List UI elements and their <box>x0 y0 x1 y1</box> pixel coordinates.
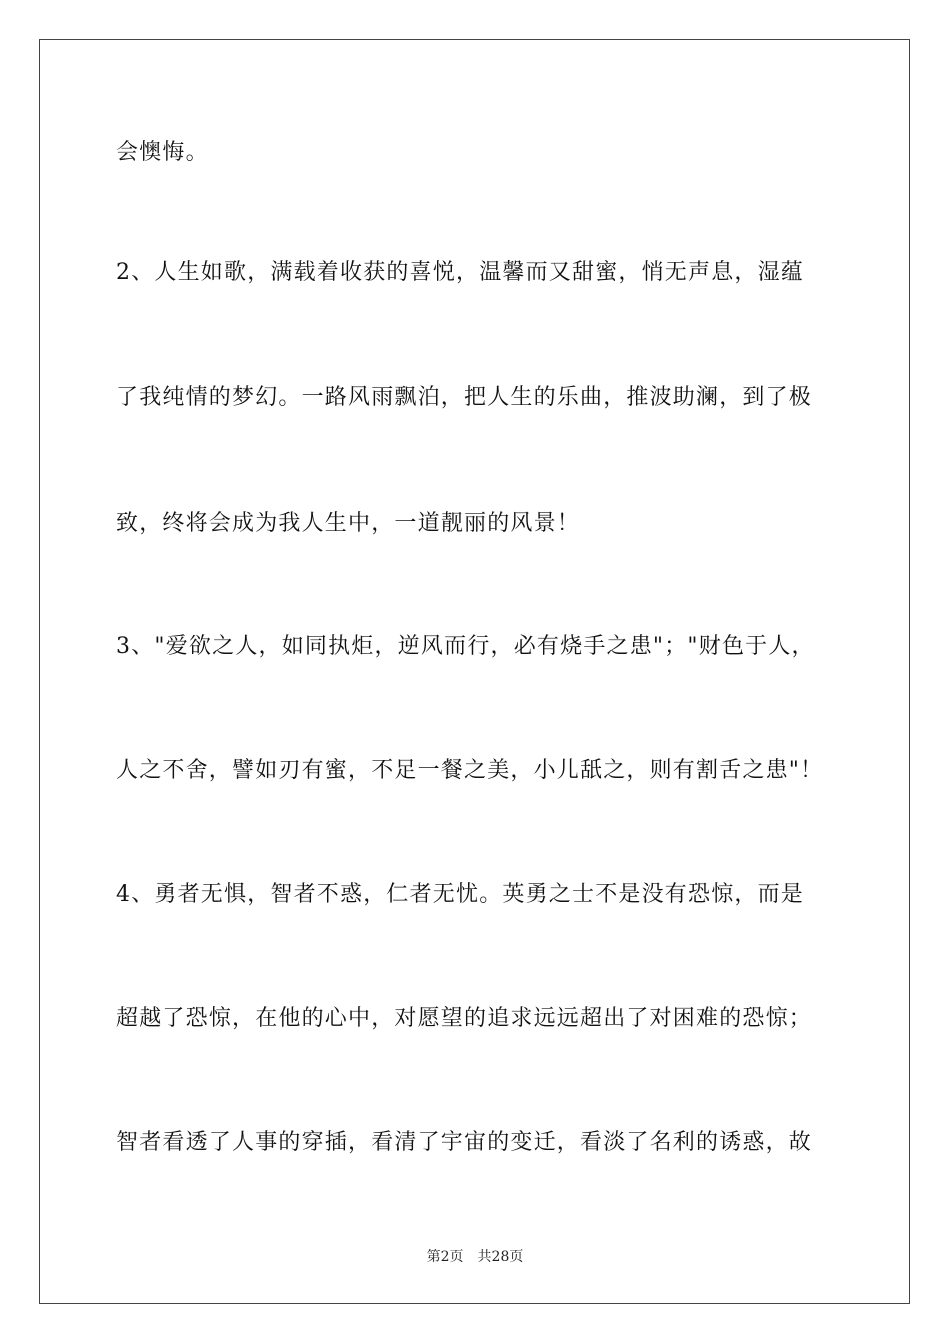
current-page-label: 第2页 <box>426 1249 464 1265</box>
text-line-6: 人之不舍，譬如刃有蜜，不足一餐之美，小儿舐之，则有割舌之患"！ <box>116 758 824 783</box>
text-line-3: 了我纯情的梦幻。一路风雨飘泊，把人生的乐曲，推波助澜，到了极 <box>116 385 813 410</box>
text-line-8: 超越了恐惊，在他的心中，对愿望的追求远远超出了对困难的恐惊； <box>116 1006 813 1031</box>
text-line-5: 3、"爱欲之人，如同执炬，逆风而行，必有烧手之患"；"财色于人， <box>116 634 815 659</box>
page-frame <box>39 39 910 1304</box>
text-line-9: 智者看透了人事的穿插，看清了宇宙的变迁，看淡了名利的诱惑，故 <box>116 1130 813 1155</box>
text-line-1: 会懊悔。 <box>116 140 209 165</box>
text-line-7: 4、勇者无惧，智者不惑，仁者无忧。英勇之士不是没有恐惊，而是 <box>116 882 804 907</box>
page-footer <box>0 1248 950 1266</box>
total-pages-label: 共28页 <box>477 1249 524 1265</box>
text-line-4: 致，终将会成为我人生中，一道靓丽的风景！ <box>116 511 581 536</box>
text-line-2: 2、人生如歌，满载着收获的喜悦，温馨而又甜蜜，悄无声息，湿蕴 <box>116 260 804 285</box>
